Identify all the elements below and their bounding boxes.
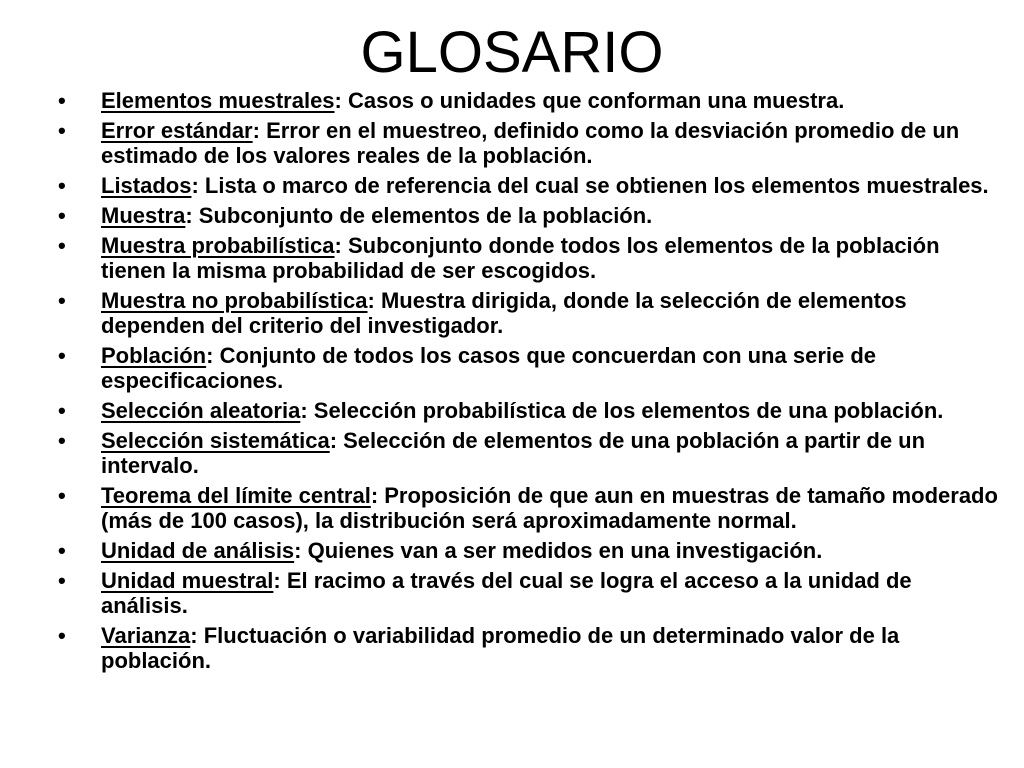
glossary-definition: : Lista o marco de referencia del cual se obtienen los elementos muestrales. <box>191 173 989 198</box>
bullet-icon: • <box>58 288 66 313</box>
glossary-term: Listados <box>101 173 192 198</box>
glossary-entry <box>58 343 998 393</box>
glossary-entry <box>58 398 998 423</box>
glossary-term: Selección aleatoria <box>101 398 301 423</box>
glossary-term: Unidad muestral <box>101 568 274 593</box>
glossary-term: Elementos muestrales <box>101 88 335 113</box>
bullet-icon: • <box>58 343 66 368</box>
glossary-term: Teorema del límite central <box>101 483 371 508</box>
glossary-term: Varianza <box>101 623 191 648</box>
bullet-icon: • <box>58 173 66 198</box>
glossary-entry <box>58 118 998 168</box>
bullet-icon: • <box>58 568 66 593</box>
glossary-definition: : Error en el muestreo, definido como la desviación promedio de un estimado de los valores reales de la población. <box>101 118 960 168</box>
glossary-definition: : El racimo a través del cual se logra el acceso a la unidad de análisis. <box>101 568 912 618</box>
bullet-icon: • <box>58 203 66 228</box>
bullet-icon: • <box>58 623 66 648</box>
glossary-entry <box>58 203 998 228</box>
glossary-term: Muestra probabilística <box>101 233 335 258</box>
bullet-icon: • <box>58 118 66 143</box>
bullet-icon: • <box>58 88 66 113</box>
glossary-definition: : Subconjunto donde todos los elementos de la población tienen la misma probabilidad de ser escogidos. <box>101 233 940 283</box>
glossary-entry <box>58 88 998 113</box>
glossary-definition: : Fluctuación o variabilidad promedio de un determinado valor de la población. <box>101 623 900 673</box>
glossary-term: Población <box>101 343 207 368</box>
glossary-entry <box>58 233 998 283</box>
bullet-icon: • <box>58 538 66 563</box>
glossary-entry <box>58 538 998 563</box>
bullet-icon: • <box>58 483 66 508</box>
glossary-definition: : Selección de elementos de una población a partir de un intervalo. <box>101 428 926 478</box>
glossary-definition: : Subconjunto de elementos de la población. <box>185 203 653 228</box>
glossary-entry <box>58 173 998 198</box>
glossary-entry <box>58 623 998 673</box>
page-title: GLOSARIO <box>360 20 664 85</box>
glossary-definition: : Casos o unidades que conforman una muestra. <box>334 88 845 113</box>
glossary-term: Unidad de análisis <box>101 538 295 563</box>
glossary-definition: : Proposición de que aun en muestras de tamaño moderado (más de 100 casos), la distribución será aproximadamente normal. <box>101 483 998 533</box>
glossary-term: Error estándar <box>101 118 253 143</box>
glossary-definition: : Conjunto de todos los casos que concuerdan con una serie de especificaciones. <box>101 343 877 393</box>
glossary-entry <box>58 568 998 618</box>
glossary-term: Muestra no probabilística <box>101 288 368 313</box>
glossary-definition: : Selección probabilística de los elementos de una población. <box>300 398 944 423</box>
glossary-term: Selección sistemática <box>101 428 330 453</box>
bullet-icon: • <box>58 398 66 423</box>
glossary-term: Muestra <box>101 203 186 228</box>
glossary-definition: : Muestra dirigida, donde la selección de elementos dependen del criterio del investigador. <box>101 288 907 338</box>
bullet-icon: • <box>58 233 66 258</box>
glossary-entry <box>58 288 998 338</box>
bullet-icon: • <box>58 428 66 453</box>
glossary-list <box>58 88 998 678</box>
glossary-entry <box>58 428 998 478</box>
glossary-entry <box>58 483 998 533</box>
glossary-definition: : Quienes van a ser medidos en una investigación. <box>294 538 823 563</box>
